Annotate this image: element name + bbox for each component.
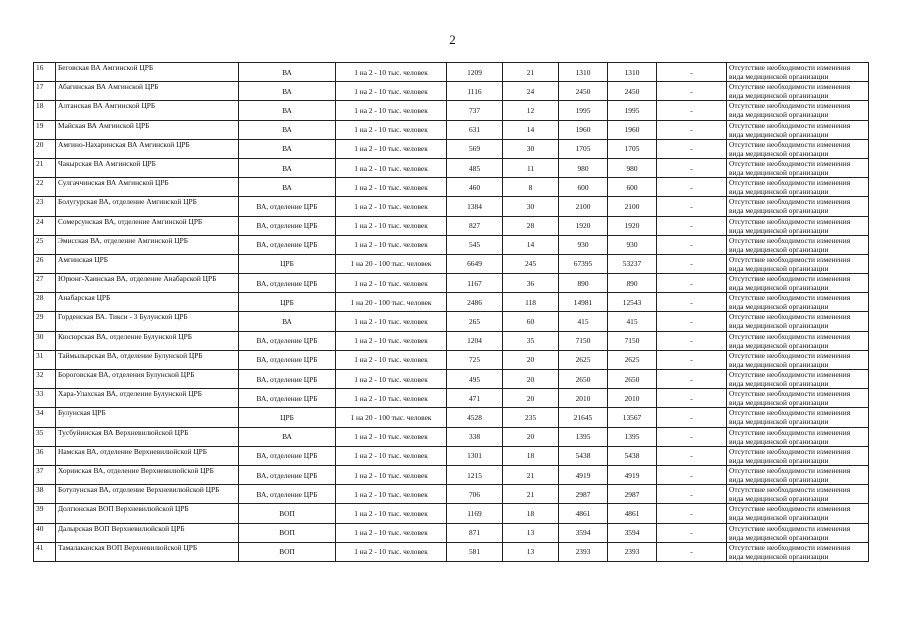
dash-cell: -	[657, 370, 727, 389]
value-2: 118	[503, 293, 559, 312]
facility-name: Сомерсунская ВА, отделение Амгинской ЦРБ	[56, 216, 239, 235]
facility-name: Абагинская ВА Амгинской ЦРБ	[56, 82, 239, 101]
table-row	[34, 139, 869, 158]
value-1: 1215	[447, 465, 503, 484]
dash-cell: -	[657, 178, 727, 197]
facility-name: Тусбуйинская ВА Верхневилюйской ЦРБ	[56, 427, 239, 446]
value-2: 8	[503, 178, 559, 197]
value-4: 890	[608, 274, 657, 293]
facility-type: ВА	[239, 139, 336, 158]
facility-name: Тамалаканская ВОП Верхневилюйской ЦРБ	[56, 542, 239, 561]
table-row	[34, 389, 869, 408]
dash-cell: -	[657, 158, 727, 177]
facility-type: ВА, отделение ЦРБ	[239, 465, 336, 484]
value-3: 980	[559, 158, 608, 177]
conclusion-note: Отсутствие необходимости изменения вида медицинской организации	[727, 293, 869, 312]
value-4: 600	[608, 178, 657, 197]
conclusion-note: Отсутствие необходимости изменения вида медицинской организации	[727, 523, 869, 542]
value-4: 2393	[608, 542, 657, 561]
value-4: 5438	[608, 446, 657, 465]
population-norm: 1 на 2 - 10 тыс. человек	[336, 485, 447, 504]
value-1: 725	[447, 350, 503, 369]
value-2: 36	[503, 274, 559, 293]
value-4: 2987	[608, 485, 657, 504]
value-2: 20	[503, 350, 559, 369]
table-row	[34, 331, 869, 350]
facilities-table	[33, 62, 869, 562]
value-1: 1169	[447, 504, 503, 523]
value-2: 20	[503, 427, 559, 446]
value-2: 24	[503, 82, 559, 101]
population-norm: 1 на 2 - 10 тыс. человек	[336, 216, 447, 235]
value-2: 30	[503, 197, 559, 216]
table-row	[34, 274, 869, 293]
value-3: 2100	[559, 197, 608, 216]
conclusion-note: Отсутствие необходимости изменения вида медицинской организации	[727, 82, 869, 101]
facility-name: Анабарская ЦРБ	[56, 293, 239, 312]
dash-cell: -	[657, 542, 727, 561]
conclusion-note: Отсутствие необходимости изменения вида медицинской организации	[727, 158, 869, 177]
value-3: 890	[559, 274, 608, 293]
conclusion-note: Отсутствие необходимости изменения вида медицинской организации	[727, 235, 869, 254]
row-number: 33	[34, 389, 56, 408]
facility-name: Чакырская ВА Амгинской ЦРБ	[56, 158, 239, 177]
facility-name: Таймылырская ВА, отделение Булунской ЦРБ	[56, 350, 239, 369]
facility-name: Алтанская ВА Амгинской ЦРБ	[56, 101, 239, 120]
population-norm: 1 на 2 - 10 тыс. человек	[336, 235, 447, 254]
row-number: 41	[34, 542, 56, 561]
value-3: 1995	[559, 101, 608, 120]
row-number: 35	[34, 427, 56, 446]
value-4: 53237	[608, 254, 657, 273]
value-1: 471	[447, 389, 503, 408]
row-number: 31	[34, 350, 56, 369]
value-2: 13	[503, 523, 559, 542]
row-number: 17	[34, 82, 56, 101]
value-3: 7150	[559, 331, 608, 350]
value-4: 2010	[608, 389, 657, 408]
table-row	[34, 120, 869, 139]
table-row	[34, 350, 869, 369]
population-norm: 1 на 2 - 10 тыс. человек	[336, 542, 447, 561]
conclusion-note: Отсутствие необходимости изменения вида медицинской организации	[727, 254, 869, 273]
facility-type: ВА, отделение ЦРБ	[239, 235, 336, 254]
row-number: 28	[34, 293, 56, 312]
row-number: 21	[34, 158, 56, 177]
table-row	[34, 101, 869, 120]
value-2: 11	[503, 158, 559, 177]
row-number: 18	[34, 101, 56, 120]
conclusion-note: Отсутствие необходимости изменения вида медицинской организации	[727, 120, 869, 139]
dash-cell: -	[657, 504, 727, 523]
value-4: 1395	[608, 427, 657, 446]
population-norm: 1 на 20 - 100 тыс. человек	[336, 408, 447, 427]
row-number: 29	[34, 312, 56, 331]
conclusion-note: Отсутствие необходимости изменения вида медицинской организации	[727, 216, 869, 235]
dash-cell: -	[657, 293, 727, 312]
value-4: 2625	[608, 350, 657, 369]
value-4: 1310	[608, 63, 657, 82]
row-number: 34	[34, 408, 56, 427]
population-norm: 1 на 2 - 10 тыс. человек	[336, 465, 447, 484]
table-row	[34, 465, 869, 484]
value-2: 20	[503, 389, 559, 408]
value-1: 545	[447, 235, 503, 254]
row-number: 22	[34, 178, 56, 197]
page-number: 2	[449, 32, 456, 47]
row-number: 39	[34, 504, 56, 523]
value-1: 1204	[447, 331, 503, 350]
dash-cell: -	[657, 465, 727, 484]
value-1: 706	[447, 485, 503, 504]
dash-cell: -	[657, 139, 727, 158]
dash-cell: -	[657, 82, 727, 101]
row-number: 19	[34, 120, 56, 139]
row-number: 25	[34, 235, 56, 254]
value-3: 2650	[559, 370, 608, 389]
value-2: 60	[503, 312, 559, 331]
facility-type: ВА	[239, 312, 336, 331]
value-2: 12	[503, 101, 559, 120]
dash-cell: -	[657, 235, 727, 254]
conclusion-note: Отсутствие необходимости изменения вида медицинской организации	[727, 465, 869, 484]
value-3: 2393	[559, 542, 608, 561]
population-norm: 1 на 2 - 10 тыс. человек	[336, 523, 447, 542]
conclusion-note: Отсутствие необходимости изменения вида медицинской организации	[727, 370, 869, 389]
value-1: 1209	[447, 63, 503, 82]
conclusion-note: Отсутствие необходимости изменения вида медицинской организации	[727, 389, 869, 408]
conclusion-note: Отсутствие необходимости изменения вида медицинской организации	[727, 427, 869, 446]
value-1: 631	[447, 120, 503, 139]
table-row	[34, 523, 869, 542]
value-2: 14	[503, 235, 559, 254]
value-3: 600	[559, 178, 608, 197]
facility-type: ВА	[239, 427, 336, 446]
facility-type: ВА, отделение ЦРБ	[239, 485, 336, 504]
population-norm: 1 на 2 - 10 тыс. человек	[336, 178, 447, 197]
table-row	[34, 312, 869, 331]
row-number: 36	[34, 446, 56, 465]
value-4: 3594	[608, 523, 657, 542]
conclusion-note: Отсутствие необходимости изменения вида медицинской организации	[727, 139, 869, 158]
value-3: 415	[559, 312, 608, 331]
conclusion-note: Отсутствие необходимости изменения вида медицинской организации	[727, 331, 869, 350]
facility-type: ВА	[239, 63, 336, 82]
row-number: 24	[34, 216, 56, 235]
conclusion-note: Отсутствие необходимости изменения вида медицинской организации	[727, 63, 869, 82]
facility-type: ВА	[239, 120, 336, 139]
conclusion-note: Отсутствие необходимости изменения вида медицинской организации	[727, 312, 869, 331]
population-norm: 1 на 2 - 10 тыс. человек	[336, 427, 447, 446]
value-1: 737	[447, 101, 503, 120]
value-2: 13	[503, 542, 559, 561]
value-1: 827	[447, 216, 503, 235]
conclusion-note: Отсутствие необходимости изменения вида медицинской организации	[727, 542, 869, 561]
population-norm: 1 на 2 - 10 тыс. человек	[336, 82, 447, 101]
value-1: 485	[447, 158, 503, 177]
value-1: 1384	[447, 197, 503, 216]
value-1: 1116	[447, 82, 503, 101]
facility-name: Болугурская ВА, отделение Амгинской ЦРБ	[56, 197, 239, 216]
table-row	[34, 446, 869, 465]
value-3: 2625	[559, 350, 608, 369]
dash-cell: -	[657, 331, 727, 350]
population-norm: 1 на 2 - 10 тыс. человек	[336, 312, 447, 331]
dash-cell: -	[657, 216, 727, 235]
conclusion-note: Отсутствие необходимости изменения вида медицинской организации	[727, 178, 869, 197]
value-3: 1310	[559, 63, 608, 82]
value-1: 2486	[447, 293, 503, 312]
facility-name: Кюсюрская ВА, отделение Булунской ЦРБ	[56, 331, 239, 350]
population-norm: 1 на 2 - 10 тыс. человек	[336, 331, 447, 350]
dash-cell: -	[657, 254, 727, 273]
dash-cell: -	[657, 274, 727, 293]
row-number: 38	[34, 485, 56, 504]
conclusion-note: Отсутствие необходимости изменения вида медицинской организации	[727, 197, 869, 216]
value-2: 235	[503, 408, 559, 427]
facility-name: Бороговская ВА, отделения Булунской ЦРБ	[56, 370, 239, 389]
facility-type: ВА	[239, 178, 336, 197]
value-1: 6649	[447, 254, 503, 273]
facility-type: ВА, отделение ЦРБ	[239, 370, 336, 389]
row-number: 26	[34, 254, 56, 273]
dash-cell: -	[657, 101, 727, 120]
dash-cell: -	[657, 427, 727, 446]
table-row	[34, 158, 869, 177]
table-row	[34, 370, 869, 389]
facility-name: Долгюнская ВОП Верхневилюйской ЦРБ	[56, 504, 239, 523]
facility-type: ВА, отделение ЦРБ	[239, 216, 336, 235]
value-1: 338	[447, 427, 503, 446]
row-number: 27	[34, 274, 56, 293]
table-row	[34, 82, 869, 101]
value-2: 14	[503, 120, 559, 139]
population-norm: 1 на 2 - 10 тыс. человек	[336, 120, 447, 139]
table-row	[34, 504, 869, 523]
value-1: 4528	[447, 408, 503, 427]
dash-cell: -	[657, 312, 727, 331]
row-number: 32	[34, 370, 56, 389]
table-row	[34, 235, 869, 254]
table-row	[34, 485, 869, 504]
value-1: 871	[447, 523, 503, 542]
value-4: 7150	[608, 331, 657, 350]
facility-name: Ботулунская ВА, отделение Верхневилюйской ЦРБ	[56, 485, 239, 504]
facility-type: ЦРБ	[239, 408, 336, 427]
value-1: 1301	[447, 446, 503, 465]
conclusion-note: Отсутствие необходимости изменения вида медицинской организации	[727, 504, 869, 523]
conclusion-note: Отсутствие необходимости изменения вида медицинской организации	[727, 485, 869, 504]
dash-cell: -	[657, 408, 727, 427]
facility-name: Эмисская ВА, отделение Амгинской ЦРБ	[56, 235, 239, 254]
facility-type: ВА	[239, 101, 336, 120]
value-2: 18	[503, 504, 559, 523]
value-4: 2100	[608, 197, 657, 216]
value-4: 12543	[608, 293, 657, 312]
row-number: 30	[34, 331, 56, 350]
conclusion-note: Отсутствие необходимости изменения вида медицинской организации	[727, 350, 869, 369]
value-1: 581	[447, 542, 503, 561]
facility-name: Амгино-Нахаринская ВА Амгинской ЦРБ	[56, 139, 239, 158]
facility-name: Хоринская ВА, отделение Верхневилюйской ЦРБ	[56, 465, 239, 484]
dash-cell: -	[657, 197, 727, 216]
value-3: 1920	[559, 216, 608, 235]
table-row	[34, 63, 869, 82]
facility-type: ЦРБ	[239, 254, 336, 273]
value-3: 2987	[559, 485, 608, 504]
value-3: 2010	[559, 389, 608, 408]
value-2: 21	[503, 485, 559, 504]
value-1: 460	[447, 178, 503, 197]
conclusion-note: Отсутствие необходимости изменения вида медицинской организации	[727, 274, 869, 293]
table-row	[34, 178, 869, 197]
table-row	[34, 427, 869, 446]
value-3: 1960	[559, 120, 608, 139]
dash-cell: -	[657, 120, 727, 139]
value-2: 35	[503, 331, 559, 350]
value-3: 1395	[559, 427, 608, 446]
value-4: 1920	[608, 216, 657, 235]
conclusion-note: Отсутствие необходимости изменения вида медицинской организации	[727, 408, 869, 427]
facility-type: ВА	[239, 82, 336, 101]
conclusion-note: Отсутствие необходимости изменения вида медицинской организации	[727, 446, 869, 465]
value-4: 2650	[608, 370, 657, 389]
facility-name: Булунская ЦРБ	[56, 408, 239, 427]
population-norm: 1 на 2 - 10 тыс. человек	[336, 504, 447, 523]
value-2: 245	[503, 254, 559, 273]
facility-type: ВОП	[239, 504, 336, 523]
value-3: 4861	[559, 504, 608, 523]
value-3: 3594	[559, 523, 608, 542]
table-row	[34, 408, 869, 427]
value-2: 20	[503, 370, 559, 389]
dash-cell: -	[657, 446, 727, 465]
value-1: 265	[447, 312, 503, 331]
facility-type: ВА, отделение ЦРБ	[239, 350, 336, 369]
row-number: 37	[34, 465, 56, 484]
value-3: 4919	[559, 465, 608, 484]
population-norm: 1 на 2 - 10 тыс. человек	[336, 158, 447, 177]
row-number: 16	[34, 63, 56, 82]
value-4: 13567	[608, 408, 657, 427]
value-3: 930	[559, 235, 608, 254]
value-3: 5438	[559, 446, 608, 465]
facility-name: Майская ВА Амгинской ЦРБ	[56, 120, 239, 139]
value-3: 21645	[559, 408, 608, 427]
dash-cell: -	[657, 389, 727, 408]
value-4: 1960	[608, 120, 657, 139]
table-row	[34, 216, 869, 235]
value-2: 18	[503, 446, 559, 465]
facility-name: Беговская ВА Амгинской ЦРБ	[56, 63, 239, 82]
value-4: 4861	[608, 504, 657, 523]
value-4: 415	[608, 312, 657, 331]
value-1: 1167	[447, 274, 503, 293]
table-row	[34, 542, 869, 561]
value-1: 569	[447, 139, 503, 158]
population-norm: 1 на 2 - 10 тыс. человек	[336, 139, 447, 158]
value-4: 1995	[608, 101, 657, 120]
facility-type: ЦРБ	[239, 293, 336, 312]
facility-type: ВА	[239, 158, 336, 177]
dash-cell: -	[657, 63, 727, 82]
facility-name: Юрюнг-Хаинская ВА, отделение Анабарской ЦРБ	[56, 274, 239, 293]
value-4: 2450	[608, 82, 657, 101]
population-norm: 1 на 2 - 10 тыс. человек	[336, 197, 447, 216]
population-norm: 1 на 2 - 10 тыс. человек	[336, 370, 447, 389]
row-number: 40	[34, 523, 56, 542]
population-norm: 1 на 2 - 10 тыс. человек	[336, 389, 447, 408]
value-2: 21	[503, 465, 559, 484]
population-norm: 1 на 2 - 10 тыс. человек	[336, 350, 447, 369]
population-norm: 1 на 20 - 100 тыс. человек	[336, 293, 447, 312]
facility-type: ВА, отделение ЦРБ	[239, 274, 336, 293]
facility-name: Горденская ВА. Тикси - 3 Булунской ЦРБ	[56, 312, 239, 331]
value-4: 980	[608, 158, 657, 177]
value-3: 1705	[559, 139, 608, 158]
table-row	[34, 293, 869, 312]
dash-cell: -	[657, 485, 727, 504]
population-norm: 1 на 2 - 10 тыс. человек	[336, 63, 447, 82]
value-3: 14981	[559, 293, 608, 312]
row-number: 23	[34, 197, 56, 216]
value-4: 930	[608, 235, 657, 254]
value-2: 30	[503, 139, 559, 158]
row-number: 20	[34, 139, 56, 158]
value-3: 67395	[559, 254, 608, 273]
facility-name: Амгинская ЦРБ	[56, 254, 239, 273]
facility-type: ВА, отделение ЦРБ	[239, 197, 336, 216]
facility-name: Сулгаччинская ВА Амгинской ЦРБ	[56, 178, 239, 197]
population-norm: 1 на 2 - 10 тыс. человек	[336, 101, 447, 120]
facility-type: ВА, отделение ЦРБ	[239, 389, 336, 408]
table-row	[34, 254, 869, 273]
facility-name: Далырская ВОП Верхневилюйской ЦРБ	[56, 523, 239, 542]
value-2: 28	[503, 216, 559, 235]
population-norm: 1 на 20 - 100 тыс. человек	[336, 254, 447, 273]
value-4: 4919	[608, 465, 657, 484]
dash-cell: -	[657, 350, 727, 369]
facility-type: ВОП	[239, 523, 336, 542]
conclusion-note: Отсутствие необходимости изменения вида медицинской организации	[727, 101, 869, 120]
facility-type: ВА, отделение ЦРБ	[239, 331, 336, 350]
facility-type: ВА, отделение ЦРБ	[239, 446, 336, 465]
value-1: 495	[447, 370, 503, 389]
dash-cell: -	[657, 523, 727, 542]
value-4: 1705	[608, 139, 657, 158]
population-norm: 1 на 2 - 10 тыс. человек	[336, 446, 447, 465]
value-3: 2450	[559, 82, 608, 101]
table-row	[34, 197, 869, 216]
population-norm: 1 на 2 - 10 тыс. человек	[336, 274, 447, 293]
facility-name: Намская ВА, отделение Верхневилюйской ЦРБ	[56, 446, 239, 465]
table-body	[34, 63, 869, 562]
value-2: 21	[503, 63, 559, 82]
facility-type: ВОП	[239, 542, 336, 561]
facility-name: Хара-Улахская ВА, отделение Булунской ЦРБ	[56, 389, 239, 408]
